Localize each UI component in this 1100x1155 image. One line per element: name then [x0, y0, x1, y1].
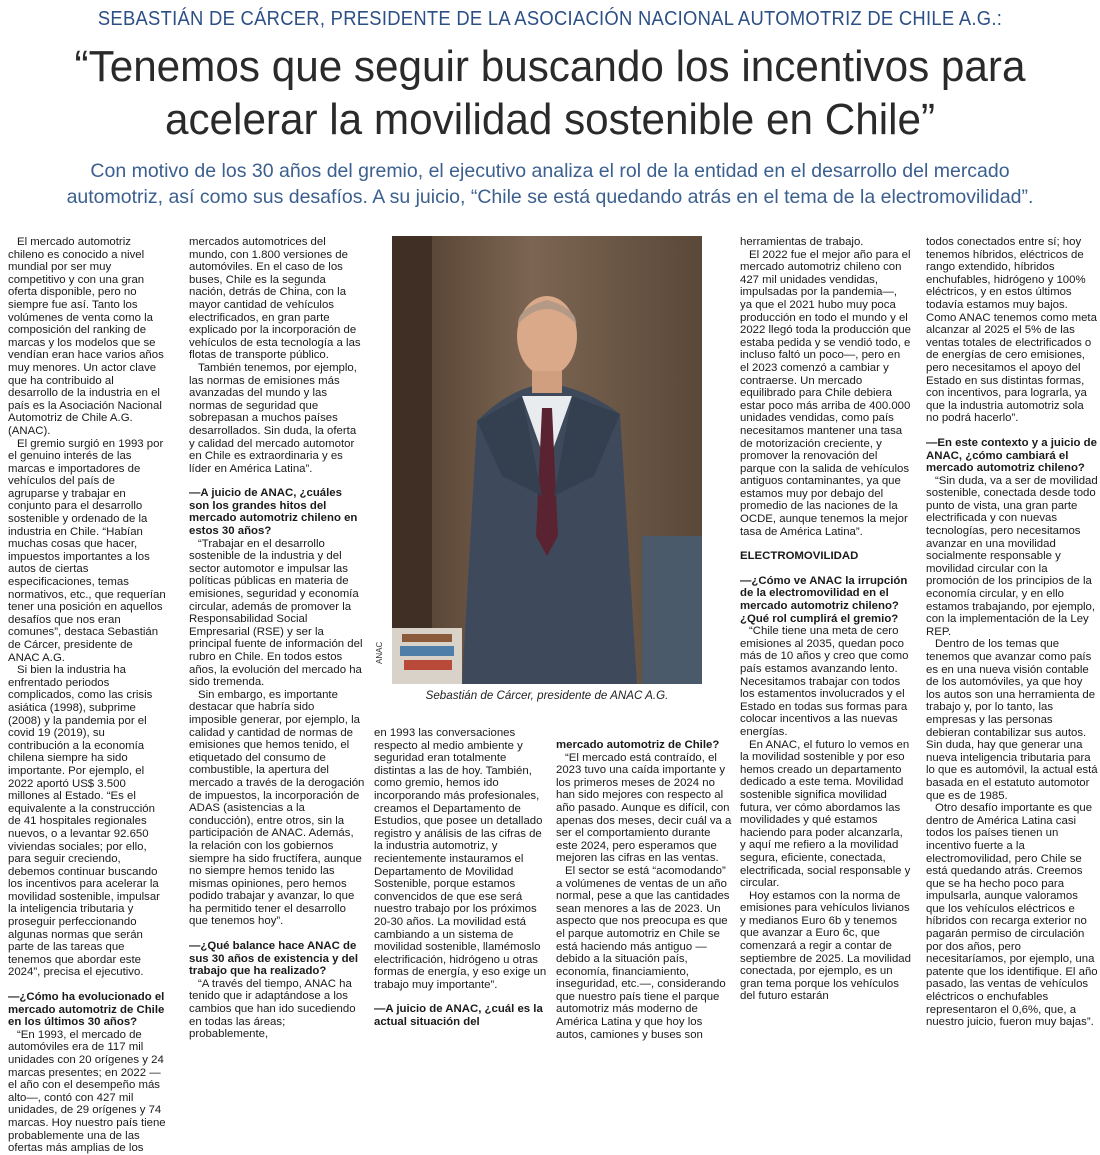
body-paragraph: El gremio surgió en 1993 por el genuino interés de las marcas e importadores de vehículos del país de agruparse y trabajar en conjunto para el desarrollo sostenible y ordenado de la industria en Chile. “Habían muchas cosas que hacer, impuestos importantes a los autos de ciertas especificaciones, temas normativos, etc., que requerían tener una posición en aquellos desafíos que nos eran comunes”, destaca Sebastián de Cárcer, presidente de ANAC A.G. [8, 437, 166, 664]
portrait-illustration [392, 236, 702, 684]
interview-question: mercado automotriz de Chile? [556, 739, 720, 751]
interview-question: —¿Cómo ve ANAC la irrupción de la electromovilidad en el mercado automotriz chileno? ¿Qué rol cumplirá el gremio? [740, 574, 908, 625]
article-column-1 [8, 236, 166, 1155]
interview-question: —¿Cómo ha evolucionado el mercado automotriz de Chile en los últimos 30 años? [8, 991, 165, 1029]
body-paragraph: “Sin duda, va a ser de movilidad sostenible, conectada desde todo punto de vista, una gran parte electrificada y con nuevas tecnologías, pero necesitamos avanzar en una movilidad socialmente responsable y movilidad circular con la promoción de los principios de la economía circular, y en ello estamos trabajando, por ejemplo, con la implementación de la Ley REP. [926, 474, 1098, 638]
body-paragraph: “En 1993, el mercado de automóviles era de 117 mil unidades con 20 orígenes y 24 marcas presentes; en 2022 —el año con el desempeño más alto—, contó con 427 mil unidades, de 29 orígenes y 74 marcas. Hoy nuestro país tiene probablemente una de las ofertas más amplias de los [8, 1028, 166, 1155]
body-paragraph: En ANAC, el futuro lo vemos en la movilidad sostenible y por eso hemos creado un departamento dedicado a este tema. Movilidad sostenible significa movilidad futura, ver cómo abordamos las movilidades y qué estamos haciendo para poder alcanzarla, y aquí me refiero a la movilidad segura, eficiente, conectada, electrificada, social responsable y circular. [740, 738, 911, 890]
body-paragraph: Si bien la industria ha enfrentado periodos complicados, como las crisis asiática (1998), subprime (2008) y la pandemia por el covid 19 (2019), su contribución a la economía chilena siempre ha sido importante. Por ejemplo, el 2022 aportó US$ 3.500 millones al Estado. “Es el equivalente a la construcción de 41 hospitales regionales nuevos, o a levantar 92.650 viviendas sociales; por ello, para seguir creciendo, debemos continuar buscando los incentivos para acelerar la movilidad sostenible, impulsar la inteligencia tributaria y proseguir perfeccionando algunas normas que serán parte de las tareas que tenemos que abordar este 2024”, precisa el ejecutivo. [8, 664, 160, 979]
body-paragraph: Dentro de los temas que tenemos que avanzar como país es en una nueva visión contable de los automóviles, ya que hoy los autos son una herramienta de trabajo y, por lo tanto, las empresas y las personas debieran contabilizar sus autos. Sin duda, hay que generar una nueva inteligencia tributaria para lo que es automóvil, la actual está basada en el estatuto automotor que es de 1985. [926, 638, 1098, 802]
body-paragraph: Hoy estamos con la norma de emisiones para vehículos livianos y medianos Euro 6b y tenemos que avanzar a Euro 6c, que comenzará a regir a contar de septiembre de 2025. La movilidad conectada, por ejemplo, es un gran tema porque los vehículos del futuro estarán [740, 889, 911, 1003]
photo-credit: ANAC [375, 641, 384, 664]
photo-caption: Sebastián de Cárcer, presidente de ANAC A.G. [425, 689, 669, 702]
article-headline: “Tenemos que seguir buscando los incentivos para acelerar la movilidad sostenible en Chile” [74, 42, 1026, 144]
body-paragraph: “Chile tiene una meta de cero emisiones al 2035, quedan poco más de 10 años y creo que como país estamos avanzando lento. Necesitamos trabajar con todos los estamentos involucrados y el Estado en todas sus formas para colocar incentivos a las nuevas energías. [740, 625, 909, 738]
body-paragraph: El 2022 fue el mejor año para el mercado automotriz chileno con 427 mil unidades vendidas, impulsadas por la pandemia—, ya que el 2021 hubo muy poca producción en todo el mundo y el 2022 llegó toda la producción que estaba pedida y se vendió todo, e incluso faltó un poco—, pero en el 2023 comenzó a cambiar y contraerse. Un mercado equilibrado para Chile debiera estar poco más arriba de 400.000 unidades vendidas, como país necesitamos mantener una tasa de motorización creciente, y promover la renovación del parque con la salida de vehículos antiguos contaminantes, ya que estamos muy por debajo del promedio de las naciones de la OCDE, aunque tenemos la mejor tasa de América Latina”. [740, 248, 911, 538]
article-deck: Con motivo de los 30 años del gremio, el ejecutivo analiza el rol de la entidad en el desarrollo del mercado automotriz, así como sus desafíos. A su juicio, “Chile se está quedando atrás en el tema de la electromovilidad”. [66, 160, 1034, 208]
article-column-4 [556, 727, 732, 1052]
continued-paragraph: todos conectados entre sí; hoy tenemos híbridos, eléctricos de rango extendido, híbridos enchufables, hidrógeno y 100% eléctricos, y en estos últimos todavía estamos muy bajos. Como ANAC tenemos como meta alcanzar al 2025 el 5% de las ventas totales de electrificados o de energías de cero emisiones, pero necesitamos el apoyo del Estado en sus distintas formas, con incentivos, para lograrla, ya que la industria automotriz sola no podrá hacerlo”. [926, 236, 1097, 425]
body-paragraph: El mercado automotriz chileno es conocido a nivel mundial por ser muy competitivo y con una gran oferta disponible, pero no siempre fue así. Tanto los volúmenes de venta como la composición del ranking de marcas y los modelos que se vendían eran hace varios años muy menores. Un actor clave que ha contribuido al desarrollo de la industria en el país es la Asociación Nacional Automotriz de Chile A.G. (ANAC). [8, 236, 164, 437]
interview-question: —En este contexto y a juicio de ANAC, ¿cómo cambiará el mercado automotriz chileno? [926, 436, 1097, 475]
interview-question: —¿Qué balance hace ANAC de sus 30 años de existencia y del trabajo que ha realizado? [189, 940, 359, 978]
article-kicker: SEBASTIÁN DE CÁRCER, PRESIDENTE DE LA ASOCIACIÓN NACIONAL AUTOMOTRIZ DE CHILE A.G.: [97, 8, 1003, 30]
section-heading: ELECTROMOVILIDAD [740, 550, 859, 563]
article-column-6 [926, 236, 1098, 1051]
continued-paragraph: en 1993 las conversaciones respecto al medio ambiente y seguridad eran totalmente distintas a las de hoy. También, como gremio, hemos ido incorporando más profesionales, creamos el Departamento de Estudios, que posee un detallado registro y análisis de las cifras de la industria automotriz, y recientemente instauramos el Departamento de Movilidad Sostenible, porque estamos convencidos de que ese será nuestro trabajo por los próximos 20-30 años. La movilidad está cambiando a un sistema de movilidad sostenible, llamémoslo electrificación, hidrógeno u otras formas de energía, y eso exige un trabajo muy importante”. [374, 727, 547, 991]
body-paragraph: “El mercado está contraído, el 2023 tuvo una caída importante y los primeros meses de 2024 no han sido mejores con respecto al año pasado. Aunque es difícil, con apenas dos meses, decir cuál va a ser el comportamiento durante este 2024, pero esperamos que mejoren las cifras en las ventas. [556, 751, 732, 865]
continued-paragraph: mercados automotrices del mundo, con 1.800 versiones de automóviles. En el caso de los buses, Chile es la segunda nación, detrás de China, con la mayor cantidad de vehículos electrificados, en gran parte explicado por la incorporación de vehículos de esta tecnología a las flotas de transporte público. [189, 236, 361, 362]
portrait-photo [392, 236, 702, 684]
body-paragraph: “A través del tiempo, ANAC ha tenido que ir adaptándose a los cambios que han ido sucediendo en todas las áreas; probablemente, [189, 977, 356, 1041]
body-paragraph: Otro desafío importante es que dentro de América Latina casi todos los países tienen un incentivo fuerte a la electromovilidad, pero Chile se está quedando atrás. Creemos que se ha hecho poco para impulsarla, aunque valoramos que los vehículos eléctricos e híbridos con recarga exterior no pagarán permiso de circulación por dos años, pero necesitaríamos, por ejemplo, una patente que los identifique. El año pasado, las ventas de vehículos eléctricos o enchufables representaron el 0,6%, que, a nuestro juicio, fueron muy bajas”. [926, 802, 1098, 1029]
interview-question: —A juicio de ANAC, ¿cuáles son los grandes hitos del mercado automotriz chileno en estos 30 años? [189, 487, 358, 538]
article-column-5 [740, 236, 911, 1051]
body-paragraph: “Trabajar en el desarrollo sostenible de la industria y del sector automotor e impulsar las políticas públicas en materia de emisiones, seguridad y economía circular, además de promover la Responsabilidad Social Empresarial (RSE) y ser la principal fuente de información del rubro en Chile. En todos estos años, la evolución del mercado ha sido tremenda. [189, 537, 363, 689]
continued-paragraph: herramientas de trabajo. [740, 236, 864, 248]
body-paragraph: Sin embargo, es importante destacar que habría sido imposible generar, por ejemplo, la calidad y cantidad de normas de emisiones que hemos tenido, el etiquetado del consumo de combustible, la apertura del mercado a través de la derogación de impuestos, la incorporación de ADAS (asistencias a la conducción), entre otros, sin la participación de ANAC. Además, la relación con los gobiernos siempre ha sido fructífera, aunque no siempre hemos tenido las mismas opiniones, pero hemos podido trabajar y avanzar, lo que ha permitido tener el desarrollo que tenemos hoy”. [189, 688, 365, 928]
body-paragraph: También tenemos, por ejemplo, las normas de emisiones más avanzadas del mundo y las normas de seguridad que sobrepasan a muchos países desarrollados. Sin duda, la oferta y calidad del mercado automotor en Chile es extraordinaria y es líder en América Latina”. [189, 361, 357, 475]
article-column-3 [374, 727, 550, 1052]
article-column-2 [189, 236, 365, 1051]
body-paragraph: El sector se está “acomodando” a volúmenes de ventas de un año normal, pese a que las cantidades sean menores a las de 2023. Un aspecto que nos preocupa es que el parque automotriz en Chile se está haciendo más antiguo —debido a la situación país, economía, financiamiento, inseguridad, etc.—, considerando que nuestro país tiene el parque automotriz más moderno de América Latina y que hoy los autos, camiones y buses son [556, 864, 730, 1041]
interview-question: —A juicio de ANAC, ¿cuál es la actual situación del [374, 1003, 543, 1029]
